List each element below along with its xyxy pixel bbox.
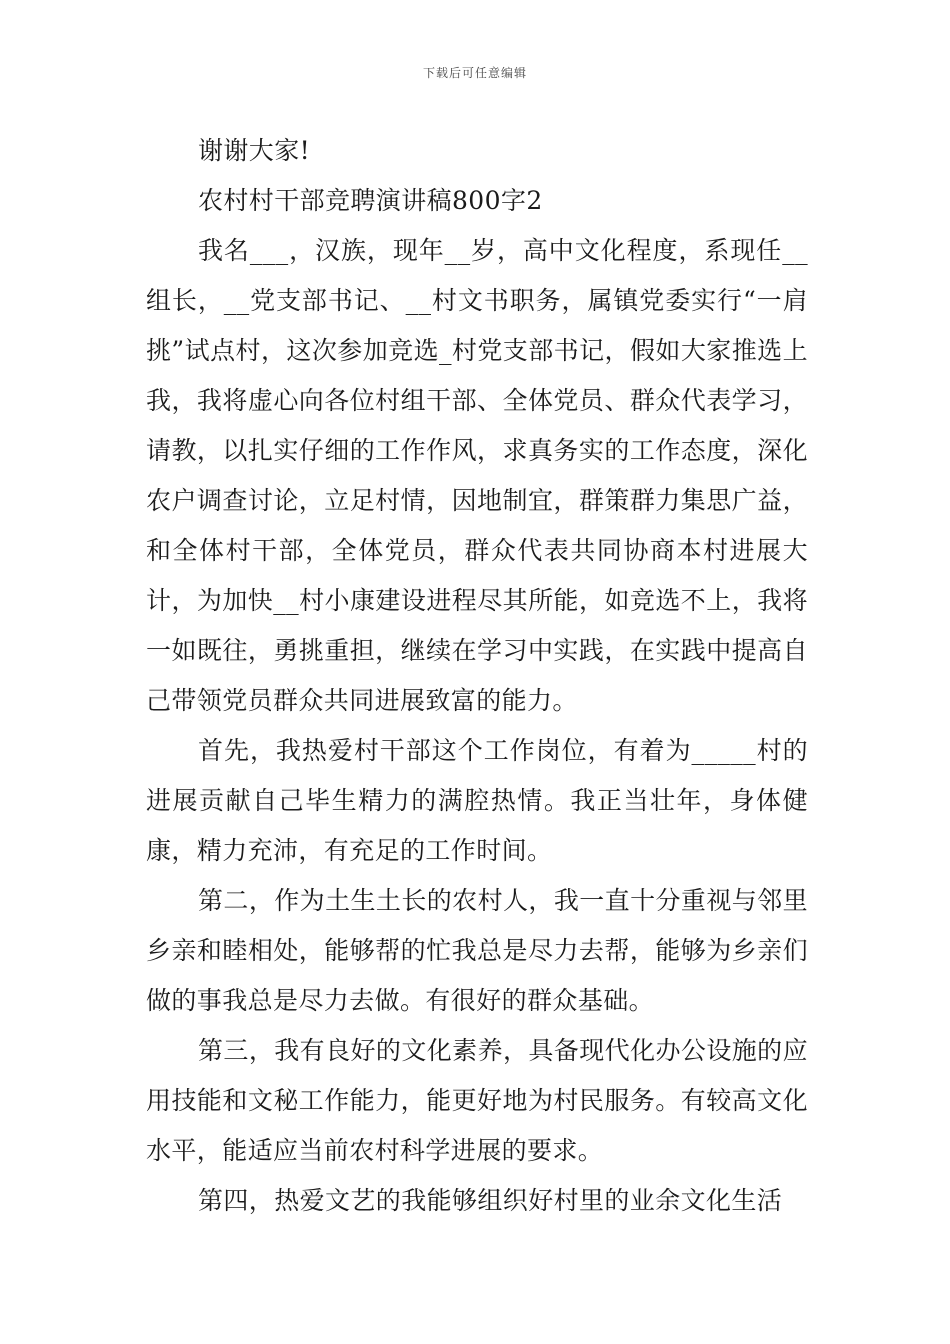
- paragraph-third: 第三，我有良好的文化素养，具备现代化办公设施的应用技能和文秘工作能力，能更好地为村民服务。有较高文化水平，能适应当前农村科学进展的要求。: [146, 1036, 808, 1165]
- section-heading: 农村村干部竞聘演讲稿800字2: [198, 186, 543, 215]
- paragraph-first: 首先，我热爱村干部这个工作岗位，有着为_____村的进展贡献自己毕生精力的满腔热情。我正当壮年，身体健康，精力充沛，有充足的工作时间。: [146, 736, 808, 865]
- paragraph-fourth: 第四，热爱文艺的我能够组织好村里的业余文化生活: [198, 1186, 783, 1215]
- closing-thanks: 谢谢大家!: [198, 136, 311, 165]
- document-body: [146, 126, 808, 1226]
- download-note: 下载后可任意编辑: [422, 66, 527, 80]
- paragraph-second: 第二，作为土生土长的农村人，我一直十分重视与邻里乡亲和睦相处，能够帮的忙我总是尽力去帮，能够为乡亲们做的事我总是尽力去做。有很好的群众基础。: [146, 886, 808, 1015]
- paragraph-intro: 我名___，汉族，现年__岁，高中文化程度，系现任__组长，__党支部书记、__村文书职务，属镇党委实行“一肩挑”试点村，这次参加竞选_村党支部书记，假如大家推选上我，我将虚心向各位村组干部、全体党员、群众代表学习，请教，以扎实仔细的工作作风，求真务实的工作态度，深化农户调查讨论，立足村情，因地制宜，群策群力集思广益，和全体村干部，全体党员，群众代表共同协商本村进展大计，为加快__村小康建设进程尽其所能，如竞选不上，我将一如既往，勇挑重担，继续在学习中实践，在实践中提高自己带领党员群众共同进展致富的能力。: [146, 236, 808, 715]
